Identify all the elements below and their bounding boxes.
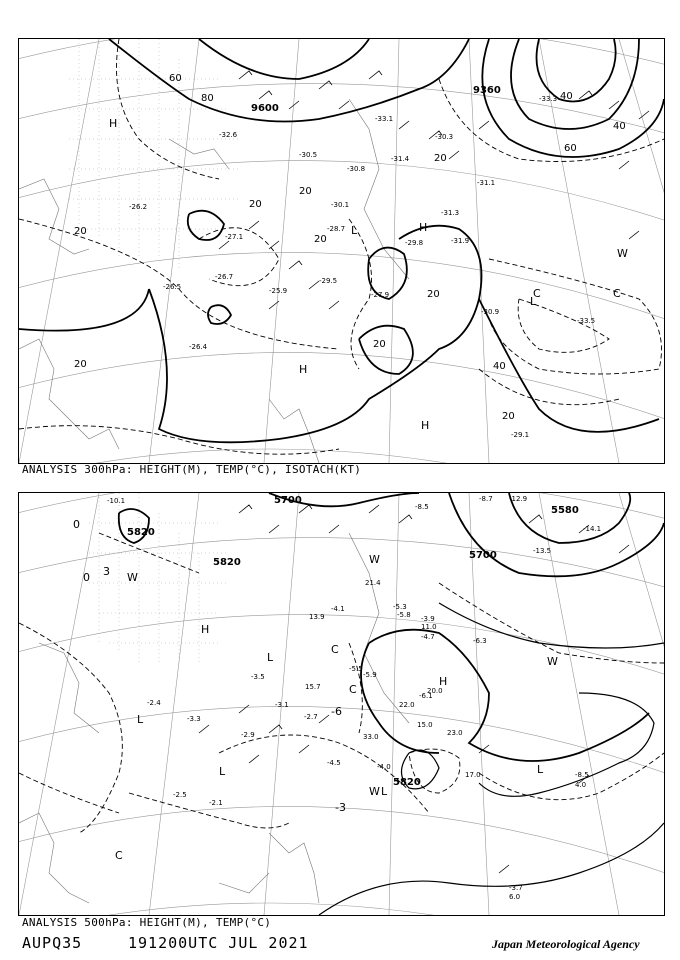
station-temp: -30.1 bbox=[331, 201, 350, 209]
wind-barbs bbox=[219, 71, 649, 309]
station-temp: -10.1 bbox=[107, 497, 126, 505]
isotach-label: 20 bbox=[502, 411, 515, 422]
isotach-label: 20 bbox=[314, 234, 327, 245]
warm-center: W bbox=[127, 571, 138, 584]
station-temp: -5.9 bbox=[363, 671, 377, 679]
height-label: 5820 bbox=[393, 777, 421, 788]
cold-center: C bbox=[115, 849, 123, 862]
station-temp: -5.8 bbox=[397, 611, 411, 619]
height-label: 9600 bbox=[251, 103, 279, 114]
isotach-label: 20 bbox=[427, 289, 440, 300]
station-temp: -13.5 bbox=[533, 547, 552, 555]
height-labels bbox=[127, 495, 579, 788]
agency-name: Japan Meteorological Agency bbox=[492, 937, 640, 951]
graticule bbox=[19, 39, 664, 463]
high-center: H bbox=[419, 221, 428, 234]
station-value: 6.0 bbox=[509, 893, 521, 901]
station-temp: -31.1 bbox=[477, 179, 496, 187]
station-temp: -31.9 bbox=[451, 237, 470, 245]
station-temp: -31.4 bbox=[391, 155, 410, 163]
station-value: 23.0 bbox=[447, 729, 463, 737]
station-temp: -27.1 bbox=[225, 233, 244, 241]
station-temp: -29.1 bbox=[511, 431, 530, 439]
isotach-label: 20 bbox=[74, 226, 87, 237]
isotach-label: 80 bbox=[201, 93, 214, 104]
contour-label: -6 bbox=[331, 705, 342, 718]
station-value: 13.9 bbox=[309, 613, 325, 621]
warm-center: W bbox=[617, 247, 628, 260]
valid-time: 191200UTC JUL 2021 bbox=[128, 934, 309, 952]
cold-center: C bbox=[349, 683, 357, 696]
contour-label: -3 bbox=[335, 801, 346, 814]
station-temp: -4.5 bbox=[327, 759, 341, 767]
low-center: L bbox=[219, 765, 226, 778]
low-center: L bbox=[267, 651, 274, 664]
wind-barbs bbox=[199, 505, 629, 873]
station-temp: -5.3 bbox=[393, 603, 407, 611]
height-label: 5580 bbox=[551, 505, 579, 516]
isotach-label: 60 bbox=[564, 143, 577, 154]
station-temp: -3.9 bbox=[421, 615, 435, 623]
isotherm-lines bbox=[19, 533, 664, 833]
contour-label: 0 bbox=[83, 571, 90, 584]
station-temp: -8.5 bbox=[415, 503, 429, 511]
station-temp: -30.5 bbox=[299, 151, 318, 159]
station-temp: -30.9 bbox=[481, 308, 500, 316]
cold-center: C bbox=[533, 287, 541, 300]
height-label: 5820 bbox=[213, 557, 241, 568]
cold-center: C bbox=[613, 287, 621, 300]
height-labels bbox=[251, 85, 501, 114]
station-dewpoints bbox=[305, 579, 586, 901]
station-value: 15.7 bbox=[305, 683, 321, 691]
isotach-label: 40 bbox=[613, 121, 626, 132]
chart-id: AUPQ35 bbox=[22, 934, 83, 952]
station-temp: -26.2 bbox=[129, 203, 148, 211]
station-temp: -6.1 bbox=[419, 692, 433, 700]
station-temp: -26.4 bbox=[189, 343, 208, 351]
station-temp: -8.7 bbox=[479, 495, 493, 503]
isotach-label: 20 bbox=[74, 359, 87, 370]
contour-label: 0 bbox=[73, 518, 80, 531]
contour-label: 3 bbox=[103, 565, 110, 578]
station-temp: -2.9 bbox=[241, 731, 255, 739]
isotach-label: 20 bbox=[434, 153, 447, 164]
station-value: 11.0 bbox=[421, 623, 437, 631]
isotach-label: 40 bbox=[560, 91, 573, 102]
station-temp: -30.3 bbox=[435, 133, 454, 141]
isotach-label: 60 bbox=[169, 73, 182, 84]
station-temp: -2.1 bbox=[209, 799, 223, 807]
station-temp: -8.5 bbox=[575, 771, 589, 779]
coastlines bbox=[19, 533, 409, 903]
station-temp: -3.1 bbox=[275, 701, 289, 709]
hatching bbox=[89, 493, 229, 663]
station-temp: -2.5 bbox=[173, 791, 187, 799]
caption-500hpa: ANALYSIS 500hPa: HEIGHT(M), TEMP(°C) bbox=[22, 916, 272, 929]
station-temp: -2.7 bbox=[304, 713, 318, 721]
station-temp: -29.5 bbox=[319, 277, 338, 285]
station-temp: -3.7 bbox=[509, 884, 523, 892]
station-value: 33.0 bbox=[363, 733, 379, 741]
map-panel-300hpa bbox=[18, 38, 665, 464]
height-label: 5700 bbox=[274, 495, 302, 506]
high-center: H bbox=[201, 623, 210, 636]
station-temp: -30.8 bbox=[347, 165, 366, 173]
station-temp: -2.4 bbox=[147, 699, 161, 707]
contour-labels bbox=[73, 518, 346, 814]
station-temp: -14.1 bbox=[583, 525, 602, 533]
height-label: 9360 bbox=[473, 85, 501, 96]
warm-center: W bbox=[547, 655, 558, 668]
high-center: H bbox=[299, 363, 308, 376]
station-value: 20.0 bbox=[427, 687, 443, 695]
station-value: 22.0 bbox=[399, 701, 415, 709]
map-panel-500hpa bbox=[18, 492, 665, 916]
station-temp: -28.7 bbox=[327, 225, 346, 233]
high-center: H bbox=[109, 117, 118, 130]
station-temp: -29.8 bbox=[405, 239, 424, 247]
station-temp: -3.5 bbox=[251, 673, 265, 681]
station-temp: -26.7 bbox=[215, 273, 234, 281]
station-value: 4.0 bbox=[575, 781, 587, 789]
height-label: 5700 bbox=[469, 550, 497, 561]
isotach-label: 20 bbox=[249, 199, 262, 210]
low-center: L bbox=[530, 295, 537, 308]
caption-300hpa: ANALYSIS 300hPa: HEIGHT(M), TEMP(°C), ISOTACH(KT) bbox=[22, 463, 362, 476]
station-value: 21.4 bbox=[365, 579, 381, 587]
station-temp: -31.3 bbox=[441, 209, 460, 217]
height-label: 5820 bbox=[127, 527, 155, 538]
isotach-label: 20 bbox=[373, 339, 386, 350]
isotach-label: 20 bbox=[299, 186, 312, 197]
high-center: H bbox=[439, 675, 448, 688]
warm-center: W bbox=[369, 553, 380, 566]
station-temp: -4.1 bbox=[331, 605, 345, 613]
cold-center: C bbox=[331, 643, 339, 656]
station-temp: -12.9 bbox=[509, 495, 528, 503]
station-temp: -33.5 bbox=[577, 317, 596, 325]
high-center: H bbox=[421, 419, 430, 432]
station-temp: -6.3 bbox=[473, 637, 487, 645]
height-contours-thin bbox=[319, 603, 664, 915]
low-center: L bbox=[137, 713, 144, 726]
station-temp: -25.9 bbox=[269, 287, 288, 295]
station-temp: -4.0 bbox=[377, 763, 391, 771]
low-center: L bbox=[537, 763, 544, 776]
station-temp: -26.5 bbox=[163, 283, 182, 291]
station-temp: -4.7 bbox=[421, 633, 435, 641]
map-300hpa-svg bbox=[19, 39, 664, 463]
map-500hpa-svg bbox=[19, 493, 664, 915]
low-center: L bbox=[381, 785, 388, 798]
isotach-label: 40 bbox=[493, 361, 506, 372]
warm-center: W bbox=[369, 785, 380, 798]
station-temp: -3.3 bbox=[187, 715, 201, 723]
station-temp: -33.1 bbox=[375, 115, 394, 123]
low-center: L bbox=[351, 224, 358, 237]
station-temp: -33.3 bbox=[539, 95, 558, 103]
station-temp: -5.5 bbox=[349, 665, 363, 673]
station-temp: -27.9 bbox=[371, 291, 390, 299]
station-value: 17.0 bbox=[465, 771, 481, 779]
station-temp: -32.6 bbox=[219, 131, 238, 139]
station-value: 15.0 bbox=[417, 721, 433, 729]
